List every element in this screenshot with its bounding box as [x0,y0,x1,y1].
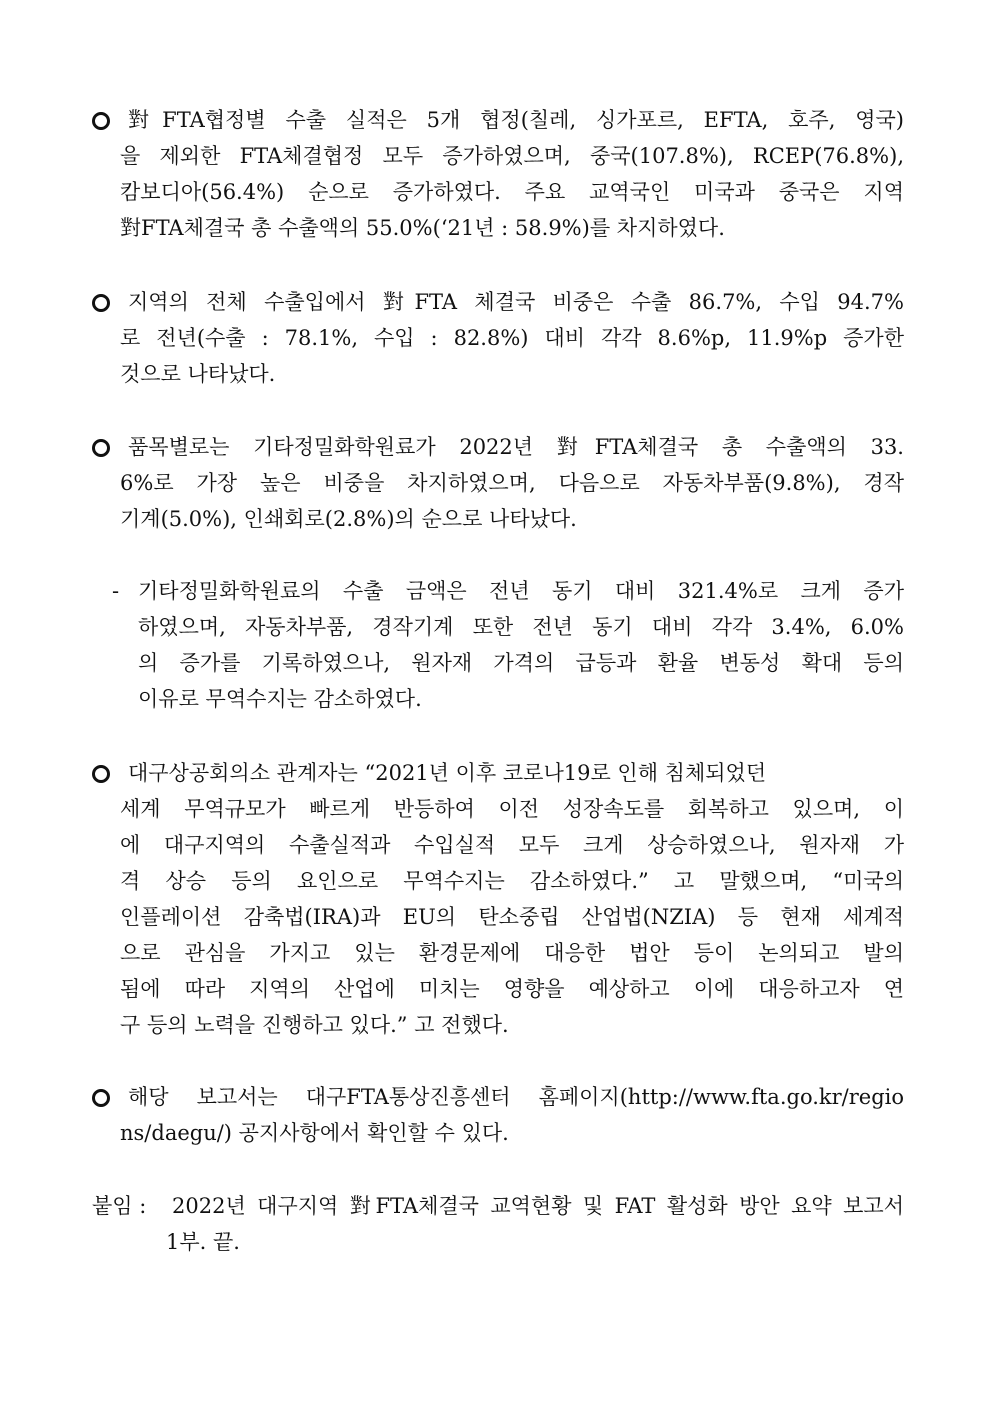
paragraph-fta-export-by-agreement [92,102,904,246]
paragraph-line: 로 전년(수출 : 78.1%, 수입 : 82.8%) 대비 각각 8.6%p, 11.9%p 증가한 [120,326,904,350]
paragraph-line: 세계 무역규모가 빠르게 반등하여 이전 성장속도를 회복하고 있으며, 이 [120,797,904,821]
paragraph-line: 해당 보고서는 대구FTA통상진흥센터 홈페이지(http://www.fta.go.kr/regio [92,1079,904,1115]
circle-bullet-icon [92,294,110,312]
paragraph-line: 품목별로는 기타정밀화학원료가 2022년 對FTA체결국 총 수출액의 33. [92,429,904,465]
circle-bullet-icon [92,1089,110,1107]
paragraph-line: 이유로 무역수지는 감소하였다. [138,687,422,711]
paragraph-line: 으로 관심을 가지고 있는 환경문제에 대응한 법안 등이 논의되고 발의 [120,941,904,965]
attachment-label: 붙임 : [92,1194,147,1218]
paragraph-line: 캄보디아(56.4%) 순으로 증가하였다. 주요 교역국인 미국과 중국은 지역 [120,180,904,204]
paragraph-report-location [92,1079,904,1151]
paragraph-line: 對FTA체결국 총 수출액의 55.0%(‘21년 : 58.9%)를 차지하였다. [120,216,725,240]
paragraph-line: 것으로 나타났다. [120,362,276,386]
attachment-line: 1부. 끝. [166,1230,240,1254]
paragraph-line: 격 상승 등의 요인으로 무역수지는 감소하였다.” 고 말했으며, “미국의 [120,869,904,893]
circle-bullet-icon [92,765,110,783]
paragraph-line: 對FTA협정별 수출 실적은 5개 협정(칠레, 싱가포르, EFTA, 호주, 영국) [92,102,904,138]
sub-paragraph-chemical-export [112,573,904,717]
paragraph-line: 됨에 따라 지역의 산업에 미치는 영향을 예상하고 이에 대응하고자 연 [120,977,904,1001]
paragraph-line: - 기타정밀화학원료의 수출 금액은 전년 동기 대비 321.4%로 크게 증가 [112,573,904,609]
paragraph-export-by-item [92,429,904,537]
attachment-note [92,1188,904,1260]
paragraph-line: 을 제외한 FTA체결협정 모두 증가하였으며, 중국(107.8%), RCEP(76.8%), [120,144,904,168]
paragraph-line: 구 등의 노력을 진행하고 있다.” 고 전했다. [120,1013,509,1037]
paragraph-chamber-comment [92,755,904,1043]
paragraph-line: 하였으며, 자동차부품, 경작기계 또한 전년 동기 대비 각각 3.4%, 6.0% [138,615,904,639]
paragraph-line: 에 대구지역의 수출실적과 수입실적 모두 크게 상승하였으나, 원자재 가 [120,833,904,857]
paragraph-line: ns/daegu/) 공지사항에서 확인할 수 있다. [120,1121,509,1145]
paragraph-line: 지역의 전체 수출입에서 對FTA 체결국 비중은 수출 86.7%, 수입 94.7% [92,284,904,320]
circle-bullet-icon [92,112,110,130]
paragraph-fta-share [92,284,904,392]
attachment-line: 붙임 : 2022년 대구지역 對FTA체결국 교역현황 및 FAT 활성화 방안 요약 보고서 [92,1188,904,1224]
paragraph-line: 기계(5.0%), 인쇄회로(2.8%)의 순으로 나타났다. [120,507,577,531]
circle-bullet-icon [92,439,110,457]
paragraph-line: 인플레이션 감축법(IRA)과 EU의 탄소중립 산업법(NZIA) 등 현재 세계적 [120,905,904,929]
paragraph-line: 의 증가를 기록하였으나, 원자재 가격의 급등과 환율 변동성 확대 등의 [138,651,904,675]
paragraph-line: 대구상공회의소 관계자는 “2021년 이후 코로나19로 인해 침체되었던 [92,755,904,791]
paragraph-line: 6%로 가장 높은 비중을 차지하였으며, 다음으로 자동차부품(9.8%), 경작 [120,471,904,495]
dash-marker: - [112,579,120,603]
